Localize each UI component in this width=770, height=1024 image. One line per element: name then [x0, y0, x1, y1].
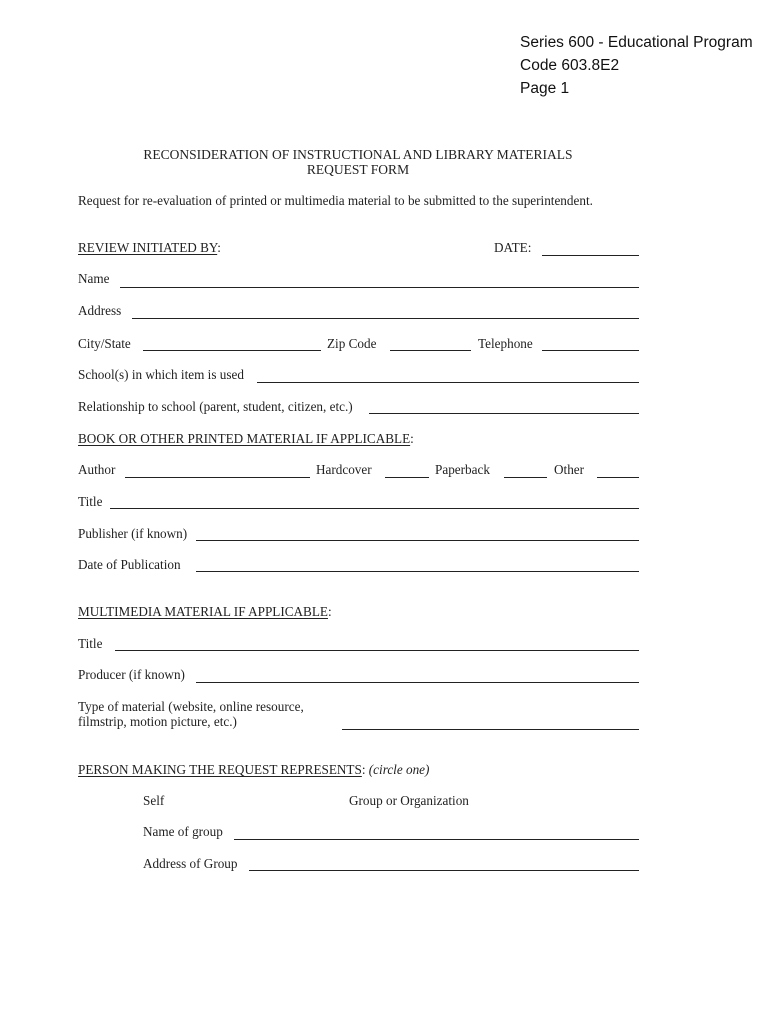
schools-label: School(s) in which item is used — [78, 367, 244, 382]
date-label: DATE: — [494, 240, 532, 255]
form-title-line2: REQUEST FORM — [306, 162, 410, 177]
form-title-line1: RECONSIDERATION OF INSTRUCTIONAL AND LIBRARY MATERIALS — [143, 147, 573, 162]
other-label: Other — [554, 462, 585, 477]
multimedia-title-label: Title — [78, 636, 103, 651]
publication-date-field[interactable] — [196, 571, 639, 572]
publisher-field[interactable] — [196, 540, 639, 541]
option-group-or-organization[interactable]: Group or Organization — [349, 793, 469, 808]
producer-label: Producer (if known) — [78, 667, 185, 682]
group-address-label: Address of Group — [143, 856, 238, 871]
producer-field[interactable] — [196, 682, 639, 683]
address-label: Address — [78, 303, 122, 318]
zip-field[interactable] — [390, 350, 471, 351]
option-self[interactable]: Self — [143, 793, 165, 808]
schools-field[interactable] — [257, 382, 639, 383]
material-type-label-line1: Type of material (website, online resource, — [78, 699, 304, 714]
telephone-field[interactable] — [542, 350, 639, 351]
form-intro: Request for re-evaluation of printed or multimedia material to be submitted to the superintendent. — [78, 193, 593, 208]
paperback-field[interactable] — [504, 477, 547, 478]
book-title-field[interactable] — [110, 508, 639, 509]
multimedia-heading: MULTIMEDIA MATERIAL IF APPLICABLE: — [78, 604, 332, 619]
book-heading: BOOK OR OTHER PRINTED MATERIAL IF APPLICABLE: — [78, 431, 414, 446]
name-field[interactable] — [120, 287, 639, 288]
address-field[interactable] — [132, 318, 639, 319]
multimedia-title-field[interactable] — [115, 650, 639, 651]
material-type-field[interactable] — [342, 729, 639, 730]
material-type-label-line2: filmstrip, motion picture, etc.) — [78, 714, 237, 729]
publisher-label: Publisher (if known) — [78, 526, 188, 541]
book-title-label: Title — [78, 494, 103, 509]
hardcover-field[interactable] — [385, 477, 429, 478]
zip-label: Zip Code — [327, 336, 377, 351]
paperback-label: Paperback — [435, 462, 490, 477]
date-field[interactable] — [542, 255, 639, 256]
citystate-label: City/State — [78, 336, 131, 351]
person-heading: PERSON MAKING THE REQUEST REPRESENTS: (circle one) — [78, 762, 430, 777]
relationship-field[interactable] — [369, 413, 639, 414]
group-address-field[interactable] — [249, 870, 639, 871]
author-label: Author — [78, 462, 116, 477]
author-field[interactable] — [125, 477, 310, 478]
review-heading: REVIEW INITIATED BY: — [78, 240, 221, 255]
publication-date-label: Date of Publication — [78, 557, 181, 572]
circle-one-note: (circle one) — [368, 762, 430, 777]
series-label: Series 600 - Educational Program — [520, 34, 753, 51]
group-name-field[interactable] — [234, 839, 639, 840]
name-label: Name — [78, 271, 110, 286]
other-field[interactable] — [597, 477, 639, 478]
document-header — [520, 31, 753, 100]
telephone-label: Telephone — [478, 336, 533, 351]
citystate-field[interactable] — [143, 350, 321, 351]
relationship-label: Relationship to school (parent, student, citizen, etc.) — [78, 399, 353, 414]
group-name-label: Name of group — [143, 824, 223, 839]
page-label: Page 1 — [520, 80, 570, 97]
hardcover-label: Hardcover — [316, 462, 372, 477]
code-label: Code 603.8E2 — [520, 57, 620, 74]
